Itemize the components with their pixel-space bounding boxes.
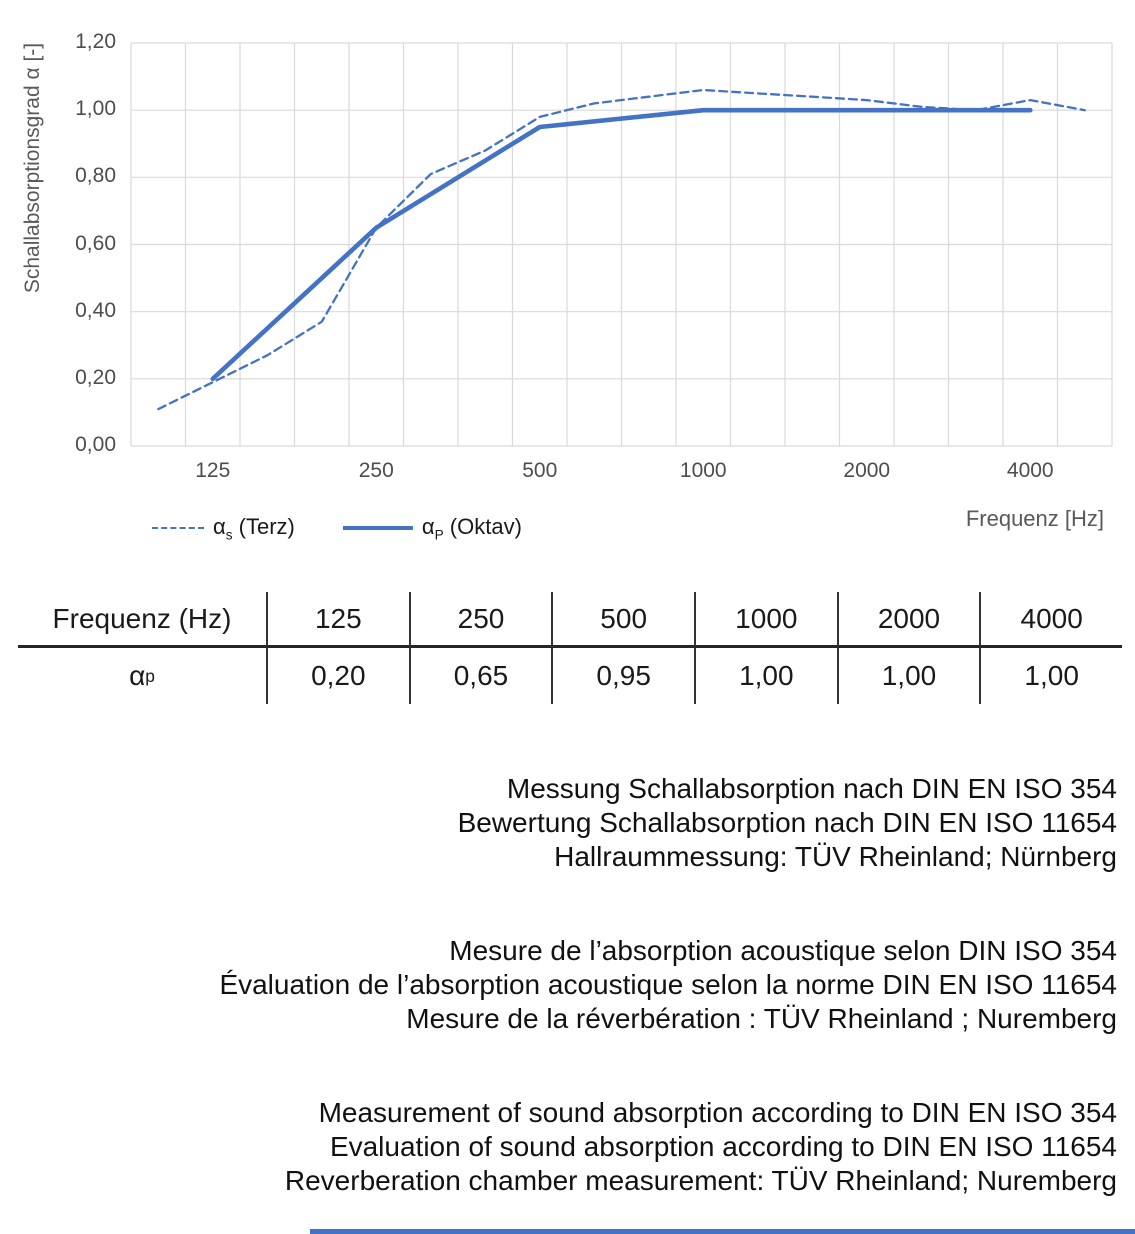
footer-rule — [310, 1229, 1135, 1234]
y-axis-title: Schallabsorptionsgrad α [-] — [21, 42, 44, 294]
alpha-p-table — [18, 592, 1122, 704]
chart-legend — [152, 514, 522, 542]
y-tick-label: 0,80 — [75, 164, 116, 188]
table-alpha-value-cell: 0,65 — [409, 648, 552, 704]
note-english — [17, 1096, 1117, 1198]
x-tick-label: 1000 — [679, 459, 727, 482]
note-french — [17, 934, 1117, 1036]
note-line: Mesure de l’absorption acoustique selon DIN ISO 354 — [449, 935, 1117, 966]
table-row-header-frequency: Frequenz (Hz) — [18, 592, 266, 648]
table-alpha-value-cell: 0,20 — [266, 648, 409, 704]
table-alpha-value-cell: 1,00 — [694, 648, 837, 704]
note-line: Évaluation de l’absorption acoustique selon la norme DIN EN ISO 11654 — [219, 969, 1117, 1000]
table-frequency-cell: 125 — [266, 592, 409, 648]
legend-item-terz — [152, 514, 295, 542]
y-tick-label: 1,20 — [75, 30, 116, 53]
x-tick-label: 250 — [358, 459, 394, 482]
x-tick-label: 4000 — [1006, 459, 1054, 482]
table-alpha-value-cell: 1,00 — [979, 648, 1122, 704]
table-row-header-alpha-p: α p — [129, 660, 155, 691]
table-frequency-cell: 250 — [409, 592, 552, 648]
x-tick-label: 125 — [195, 459, 231, 482]
y-tick-label: 0,40 — [75, 298, 116, 322]
x-axis-title: Frequenz [Hz] — [965, 506, 1104, 531]
dashed-line-sample — [152, 527, 204, 529]
table-frequency-cell: 4000 — [979, 592, 1122, 648]
gridlines — [131, 43, 1112, 446]
y-tick-label: 1,00 — [75, 97, 116, 121]
solid-line-sample — [343, 526, 413, 530]
note-line: Messung Schallabsorption nach DIN EN ISO 354 — [506, 773, 1117, 804]
y-tick-label: 0,60 — [75, 231, 116, 255]
y-tick-label: 0,00 — [75, 433, 116, 456]
note-line: Evaluation of sound absorption according to DIN EN ISO 11654 — [329, 1131, 1117, 1162]
x-tick-label: 500 — [522, 459, 558, 482]
note-german — [17, 772, 1117, 874]
table-alpha-value-cell: 1,00 — [837, 648, 980, 704]
table-frequency-cell: 1000 — [694, 592, 837, 648]
table-frequency-cell: 500 — [551, 592, 694, 648]
note-line: Measurement of sound absorption according to DIN EN ISO 354 — [318, 1097, 1117, 1128]
table-alpha-value-cell: 0,95 — [551, 648, 694, 704]
table-frequency-cell: 2000 — [837, 592, 980, 648]
note-line: Reverberation chamber measurement: TÜV Rheinland; Nuremberg — [284, 1165, 1117, 1196]
note-line: Mesure de la réverbération : TÜV Rheinland ; Nuremberg — [406, 1003, 1117, 1034]
y-tick-label: 0,20 — [75, 365, 116, 389]
x-tick-label: 2000 — [843, 459, 891, 482]
legend-label-terz: $\alpha_s$ (Terz) — [213, 514, 295, 543]
note-line: Bewertung Schallabsorption nach DIN EN ISO 11654 — [457, 807, 1117, 838]
note-line: Hallraummessung: TÜV Rheinland; Nürnberg — [554, 841, 1117, 872]
legend-item-oktav — [343, 514, 522, 542]
legend-label-oktav: $\alpha_P$ (Oktav) — [421, 514, 522, 543]
